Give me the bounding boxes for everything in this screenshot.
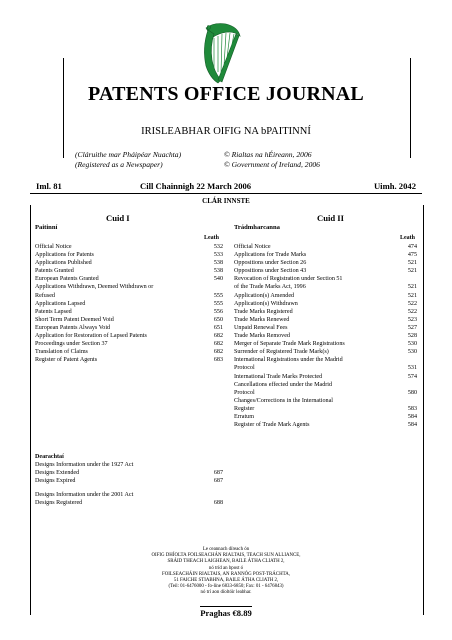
entry-page: 651 [213,324,223,331]
contents-entry [35,300,223,308]
entry-label: Erratum [234,413,254,420]
entry-label: Applications Lapsed [35,300,86,307]
entry-label: Trade Marks Removed [234,333,290,340]
entry-label: Register of Trade Mark Agents [234,422,310,429]
entry-page: 682 [213,341,223,348]
entry-page: 584 [407,413,417,420]
contents-entry [234,292,417,300]
entry-page: 522 [407,300,417,307]
entry-page: 540 [213,276,223,283]
contents-entry [234,373,417,381]
entry-page: 521 [407,292,417,299]
title-frame [63,58,411,158]
entry-label: Proceedings under Section 37 [35,341,108,348]
contents-entry [35,267,223,275]
part-2-subheading: Trádmharcanna [234,224,280,231]
contents-entry [234,332,417,340]
entry-page: 475 [407,252,417,259]
registration-note-irish: (Cláruithe mar Pháipéar Nuachta) [75,150,182,159]
part-1-page-header: Leath [204,235,219,241]
contents-entry [234,251,417,259]
entry-label: European Patents Always Void [35,324,111,331]
entry-page: 574 [407,373,417,380]
price-divider [200,606,252,607]
contents-entry [234,397,417,405]
contents-entry [234,413,417,421]
entry-page: 682 [213,349,223,356]
part-1-heading: Cuid I [106,213,130,223]
entry-page: 650 [213,316,223,323]
contents-entry [234,259,417,267]
contents-entry [35,275,223,283]
entry-label: European Patents Granted [35,276,99,283]
entry-page: 688 [213,500,223,507]
entry-label: Applications Withdrawn, Deemed Withdrawn or [35,284,154,291]
contents-entry [35,308,223,316]
contents-entry [35,348,223,356]
entry-page: 538 [213,268,223,275]
entry-page: 687 [213,478,223,485]
contents-entry [234,243,417,251]
designs-section [35,453,223,508]
entry-label: of the Trade Marks Act, 1996 [234,284,306,291]
entry-page: 555 [213,300,223,307]
entry-page: 683 [213,357,223,364]
contents-entry [234,421,417,429]
volume-number: Iml. 81 [36,181,62,191]
issue-number: Uimh. 2042 [373,181,416,191]
contents-entry [35,499,223,507]
entry-label: Translation of Claims [35,349,88,356]
entry-page: 530 [407,349,417,356]
ordering-info-line: nó tríd an bpost ó [208,565,244,571]
entry-page: 533 [213,252,223,259]
contents-entry [234,356,417,364]
contents-entry [35,316,223,324]
entry-page: 528 [407,333,417,340]
issue-bar [30,181,422,194]
journal-subtitle: IRISLEABHAR OIFIG NA bPAITINNÍ [141,126,311,137]
entry-label: Trade Marks Renewed [234,316,290,323]
entry-label: Designs Extended [35,470,80,477]
entry-page: 580 [407,389,417,396]
ordering-info-line: (Teil: 01-6476000 - fo-líne 6833-6850; Fax: 01 - 6476843) [168,584,284,590]
entry-label: Merger of Separate Trade Mark Registrations [234,341,345,348]
entry-label: Trade Marks Registered [234,308,293,315]
entry-label: Changes/Corrections in the International [234,397,333,404]
contents-entry [234,324,417,332]
contents-entry [234,389,417,397]
entry-label: Protocol [234,365,255,372]
entry-label: Refused [35,292,55,299]
contents-entry [35,259,223,267]
entry-label: Unpaid Renewal Fees [234,324,288,331]
issue-date: Cill Chainnigh 22 March 2006 [140,181,252,191]
ordering-info [0,547,452,597]
entry-label: International Registrations under the Madrid [234,357,343,364]
entry-label: Register of Patent Agents [35,357,98,364]
entry-label: Oppositions under Section 43 [234,268,307,275]
entry-label: Applications Published [35,260,92,267]
journal-title: PATENTS OFFICE JOURNAL [88,83,364,105]
contents-title: CLÁR INNSTE [202,197,250,205]
entry-page: 682 [213,333,223,340]
entry-label: Cancellations effected under the Madrid [234,381,333,388]
designs-group-1-title: Designs Information under the 1927 Act [35,462,134,469]
contents-entry [35,469,223,477]
contents-entry [35,324,223,332]
part-2-list [234,243,417,429]
entry-label: Short Term Patent Deemed Void [35,316,114,323]
contents-entry [35,332,223,340]
entry-label: Applications for Patents [35,252,94,259]
contents-entry [35,292,223,300]
entry-page: 532 [213,244,223,250]
contents-entry [234,283,417,291]
entry-label: Protocol [234,389,255,396]
entry-page: 474 [407,244,417,250]
entry-label: Register [234,405,255,412]
entry-label: Oppositions under Section 26 [234,260,307,267]
ordering-info-line: OIFIG DHÍOLTA FOILSEACHÁN RIALTAIS, TEACH SUN ALLIANCE, [151,553,301,559]
contents-entry [234,340,417,348]
contents-entry [35,477,223,485]
ordering-info-line: nó trí aon díoltóir leabhar. [200,590,252,596]
part-2-page-header: Leath [400,235,415,241]
entry-label: Official Notice [234,244,271,250]
price: Praghas €8.89 [200,608,252,618]
entry-page: 530 [407,341,417,348]
contents-entry [234,364,417,372]
entry-page: 522 [407,308,417,315]
entry-label: Revocation of Registration under Section 51 [234,276,343,283]
entry-label: Designs Expired [35,478,76,485]
entry-page: 521 [407,260,417,267]
copyright-note [224,150,320,170]
contents-entry [35,340,223,348]
entry-label: International Trade Marks Protected [234,373,323,380]
ordering-info-line: SRÁID THEACH LAIGHEAN, BAILE ÁTHA CLIATH 2, [167,559,285,565]
ordering-info-line: 51 FAICHE STIABHNA, BAILE ÁTHA CLIATH 2, [173,578,279,584]
entry-page: 531 [407,365,417,372]
copyright-english: © Government of Ireland, 2006 [224,160,320,169]
entry-label: Applications for Trade Marks [234,252,307,259]
contents-entry [234,381,417,389]
entry-label: Application(s) Withdrawn [234,300,298,307]
entry-page: 583 [407,405,417,412]
contents-entry [234,275,417,283]
part-1-subheading: Paitinní [35,224,58,231]
entry-page: 687 [213,470,223,477]
entry-page: 527 [407,324,417,331]
entry-page: 584 [407,422,417,429]
contents-entry [234,348,417,356]
entry-label: Patents Lapsed [35,308,72,315]
entry-page: 521 [407,284,417,291]
contents-entry [234,267,417,275]
entry-page: 555 [213,292,223,299]
entry-label: Patents Granted [35,268,74,275]
entry-page: 523 [407,316,417,323]
entry-label: Designs Registered [35,500,83,507]
entry-label: Surrender of Registered Trade Mark(s) [234,349,329,356]
entry-label: Official Notice [35,244,72,250]
entry-page: 521 [407,268,417,275]
entry-label: Application(s) Amended [234,292,295,299]
contents-entry [234,308,417,316]
entry-label: Application for Restoration of Lapsed Patents [35,333,147,340]
entry-page: 556 [213,308,223,315]
contents-entry [234,300,417,308]
registration-note [75,150,181,170]
contents-entry [234,405,417,413]
contents-entry [234,316,417,324]
contents-entry [35,243,223,251]
copyright-irish: © Rialtas na hÉireann, 2006 [224,150,312,159]
contents-entry [35,356,223,364]
contents-entry [35,251,223,259]
ordering-info-line: Le ceannach díreach ón [202,547,250,552]
ordering-info-line: FOILSEACHÁIN RIALTAIS, AN RANNÓG POST-TRÁCHTA, [162,571,290,577]
entry-page: 538 [213,260,223,267]
part-2-heading: Cuid II [317,213,344,223]
designs-heading: Dearachtaí [35,454,64,460]
contents-entry [35,283,223,291]
part-1-list [35,243,223,364]
designs-group-2-title: Designs Information under the 2001 Act [35,492,134,499]
registration-note-english: (Registered as a Newspaper) [75,160,163,169]
